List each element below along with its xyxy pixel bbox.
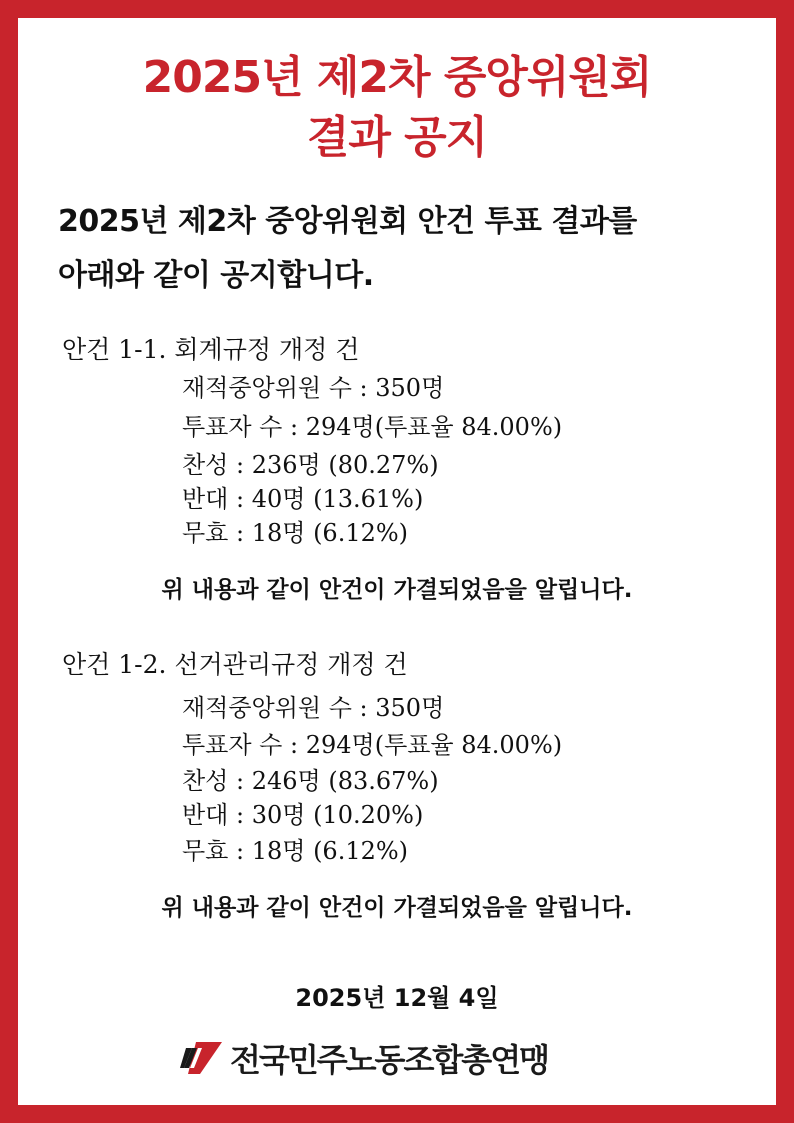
agenda-1-1-members: 재적중앙위원 수 : 350명 xyxy=(182,374,445,402)
intro-line2: 아래와 같이 공지합니다. xyxy=(58,258,374,293)
agenda-1-2-no: 반대 : 30명 (10.20%) xyxy=(182,801,424,829)
notice-title-line2: 결과 공지 xyxy=(306,112,488,163)
agenda-1-2-voters: 투표자 수 : 294명(투표율 84.00%) xyxy=(182,731,563,759)
agenda-1-1-title: 안건 1-1. 회계규정 개정 건 xyxy=(62,335,360,364)
organization-name: 전국민주노동조합총연맹 xyxy=(230,1041,549,1079)
agenda-1-2-title: 안건 1-2. 선거관리규정 개정 건 xyxy=(62,650,408,679)
agenda-1-2-members: 재적중앙위원 수 : 350명 xyxy=(182,694,445,722)
kctu-logo-mark-icon xyxy=(180,1038,222,1078)
intro-line1: 2025년 제2차 중앙위원회 안건 투표 결과를 xyxy=(58,204,637,239)
agenda-1-1-no: 반대 : 40명 (13.61%) xyxy=(182,485,424,513)
notice-title-line1: 2025년 제2차 중앙위원회 xyxy=(142,52,652,103)
agenda-1-1-result: 위 내용과 같이 안건이 가결되었음을 알립니다. xyxy=(161,577,633,603)
organization-logo xyxy=(180,1036,620,1080)
agenda-1-2-yes: 찬성 : 246명 (83.67%) xyxy=(182,767,439,795)
notice-date: 2025년 12월 4일 xyxy=(295,984,499,1012)
agenda-1-1-invalid: 무효 : 18명 (6.12%) xyxy=(182,519,409,547)
agenda-1-1-voters: 투표자 수 : 294명(투표율 84.00%) xyxy=(182,413,563,441)
agenda-1-2-invalid: 무효 : 18명 (6.12%) xyxy=(182,837,409,865)
agenda-1-1-yes: 찬성 : 236명 (80.27%) xyxy=(182,451,439,479)
agenda-1-2-result: 위 내용과 같이 안건이 가결되었음을 알립니다. xyxy=(161,895,633,921)
